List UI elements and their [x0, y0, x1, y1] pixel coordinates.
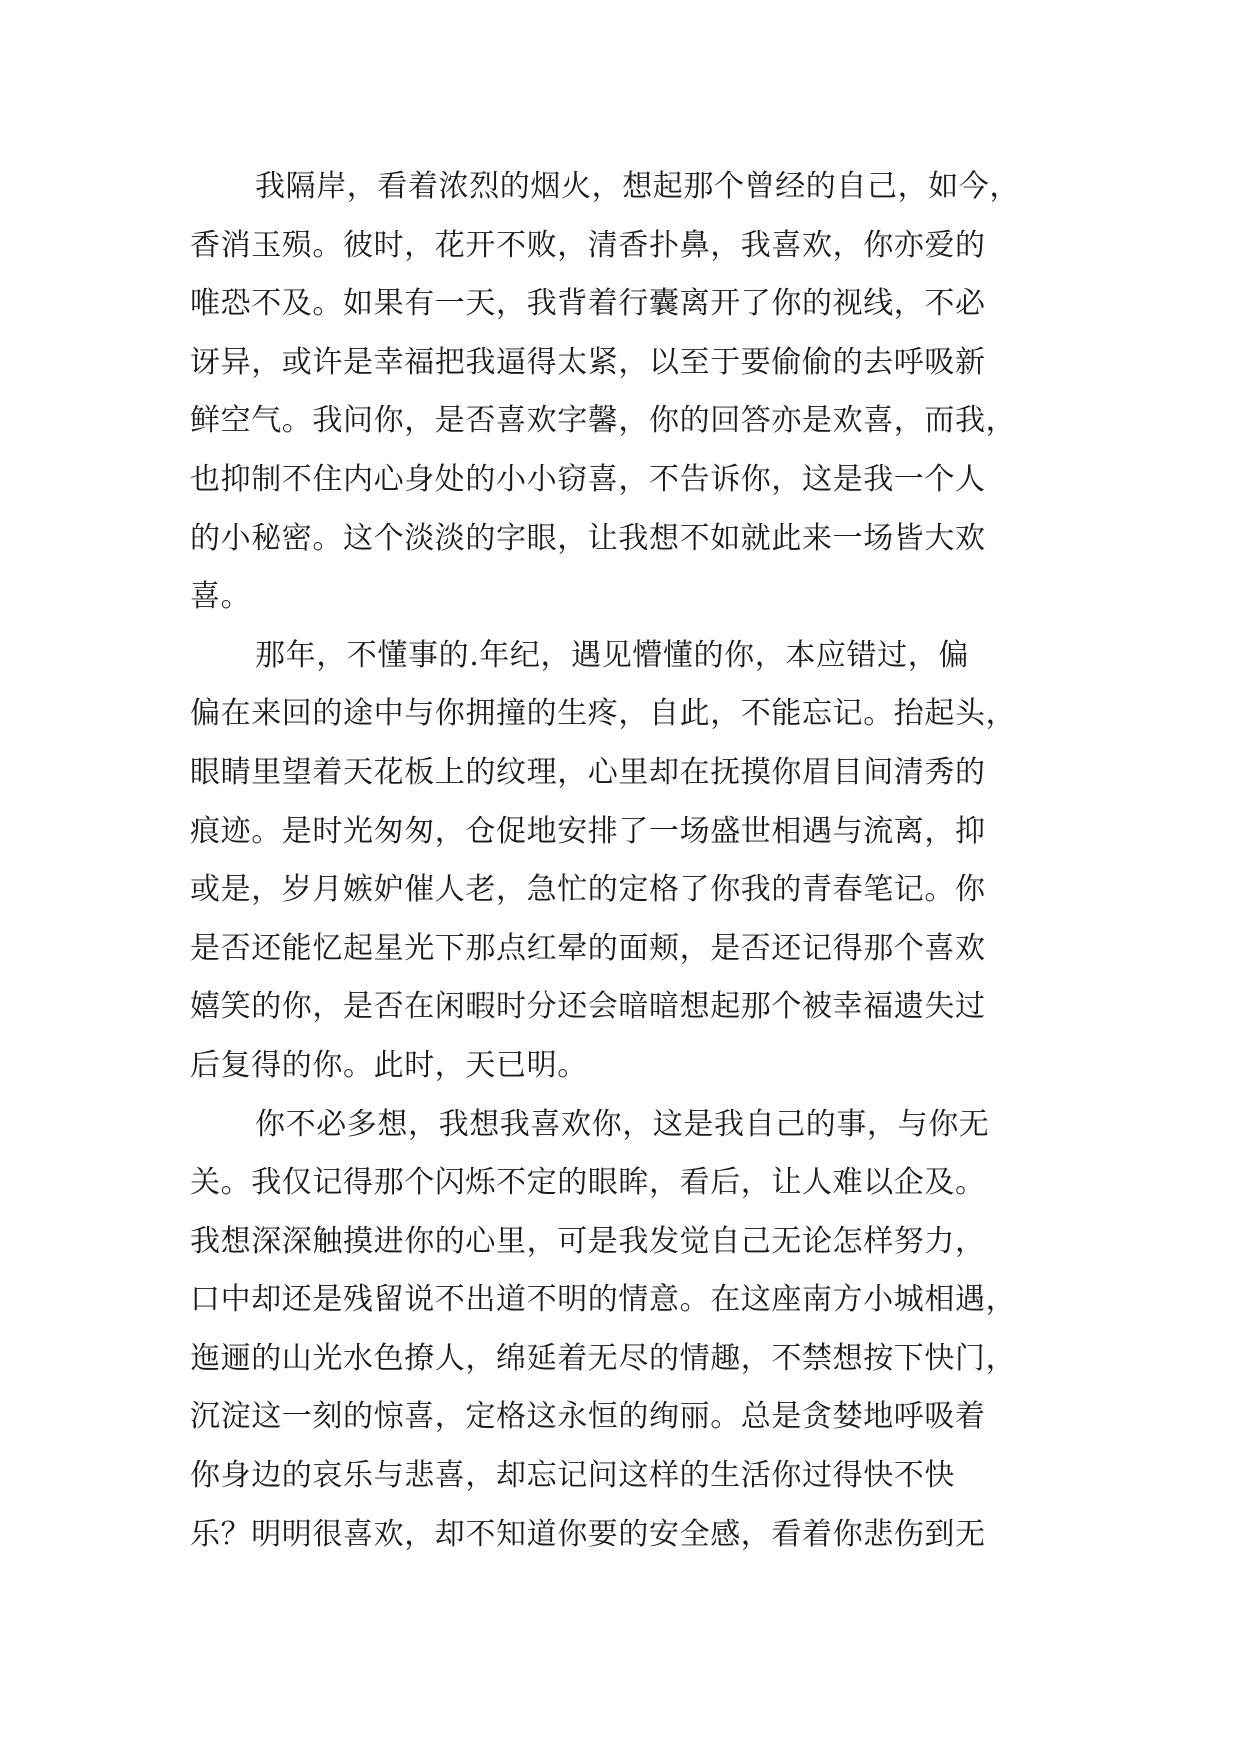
- paragraph-3: [190, 1096, 1050, 1565]
- text-line: 也抑制不住内心身处的小小窃喜，不告诉你，这是我一个人: [190, 461, 986, 497]
- text-line: 嬉笑的你，是否在闲暇时分还会暗暗想起那个被幸福遗失过: [190, 989, 986, 1025]
- text-line: 我隔岸，看着浓烈的烟火，想起那个曾经的自己，如今，: [255, 169, 1020, 204]
- text-line: 沉淀这一刻的惊喜，定格这永恒的绚丽。总是贪婪地呼吸着: [190, 1399, 986, 1435]
- text-line: 或是，岁月嫉妒催人老，急忙的定格了你我的青春笔记。你: [190, 872, 986, 908]
- text-line: 喜。: [190, 579, 252, 615]
- text-line: 我想深深触摸进你的心里，可是我发觉自己无论怎样努力，: [190, 1223, 986, 1259]
- text-line: 眼睛里望着天花板上的纹理，心里却在抚摸你眉目间清秀的: [190, 754, 986, 790]
- document-body: [190, 158, 1050, 1564]
- text-line: 唯恐不及。如果有一天，我背着行囊离开了你的视线，不必: [190, 286, 986, 322]
- text-line: 痕迹。是时光匆匆，仓促地安排了一场盛世相遇与流离，抑: [190, 813, 986, 849]
- text-line: 后复得的你。此时，天已明。: [190, 1047, 588, 1083]
- text-line: 那年，不懂事的.年纪，遇见懵懂的你，本应错过，偏: [255, 637, 969, 673]
- text-line: 口中却还是残留说不出道不明的情意。在这座南方小城相遇，: [190, 1282, 1017, 1318]
- text-line: 偏在来回的途中与你拥撞的生疼，自此，不能忘记。抬起头，: [190, 696, 1017, 732]
- text-line: 讶异，或许是幸福把我逼得太紧，以至于要偷偷的去呼吸新: [190, 344, 986, 380]
- paragraph-1: [190, 158, 1050, 627]
- text-line: 关。我仅记得那个闪烁不定的眼眸，看后，让人难以企及。: [190, 1165, 986, 1201]
- paragraph-2: [190, 627, 1050, 1096]
- text-line: 的小秘密。这个淡淡的字眼，让我想不如就此来一场皆大欢: [190, 520, 986, 556]
- text-line: 你身边的哀乐与悲喜，却忘记问这样的生活你过得快不快: [190, 1458, 955, 1494]
- text-line: 香消玉殒。彼时，花开不败，清香扑鼻，我喜欢，你亦爱的: [190, 227, 986, 263]
- text-line: 你不必多想，我想我喜欢你，这是我自己的事，与你无: [255, 1106, 990, 1142]
- text-line: 乐？明明很喜欢，却不知道你要的安全感，看着你悲伤到无: [190, 1516, 986, 1552]
- text-line: 鲜空气。我问你，是否喜欢字馨，你的回答亦是欢喜，而我，: [190, 403, 1017, 439]
- text-line: 迤逦的山光水色撩人，绵延着无尽的情趣，不禁想按下快门，: [190, 1340, 1017, 1376]
- text-line: 是否还能忆起星光下那点红晕的面颊，是否还记得那个喜欢: [190, 930, 986, 966]
